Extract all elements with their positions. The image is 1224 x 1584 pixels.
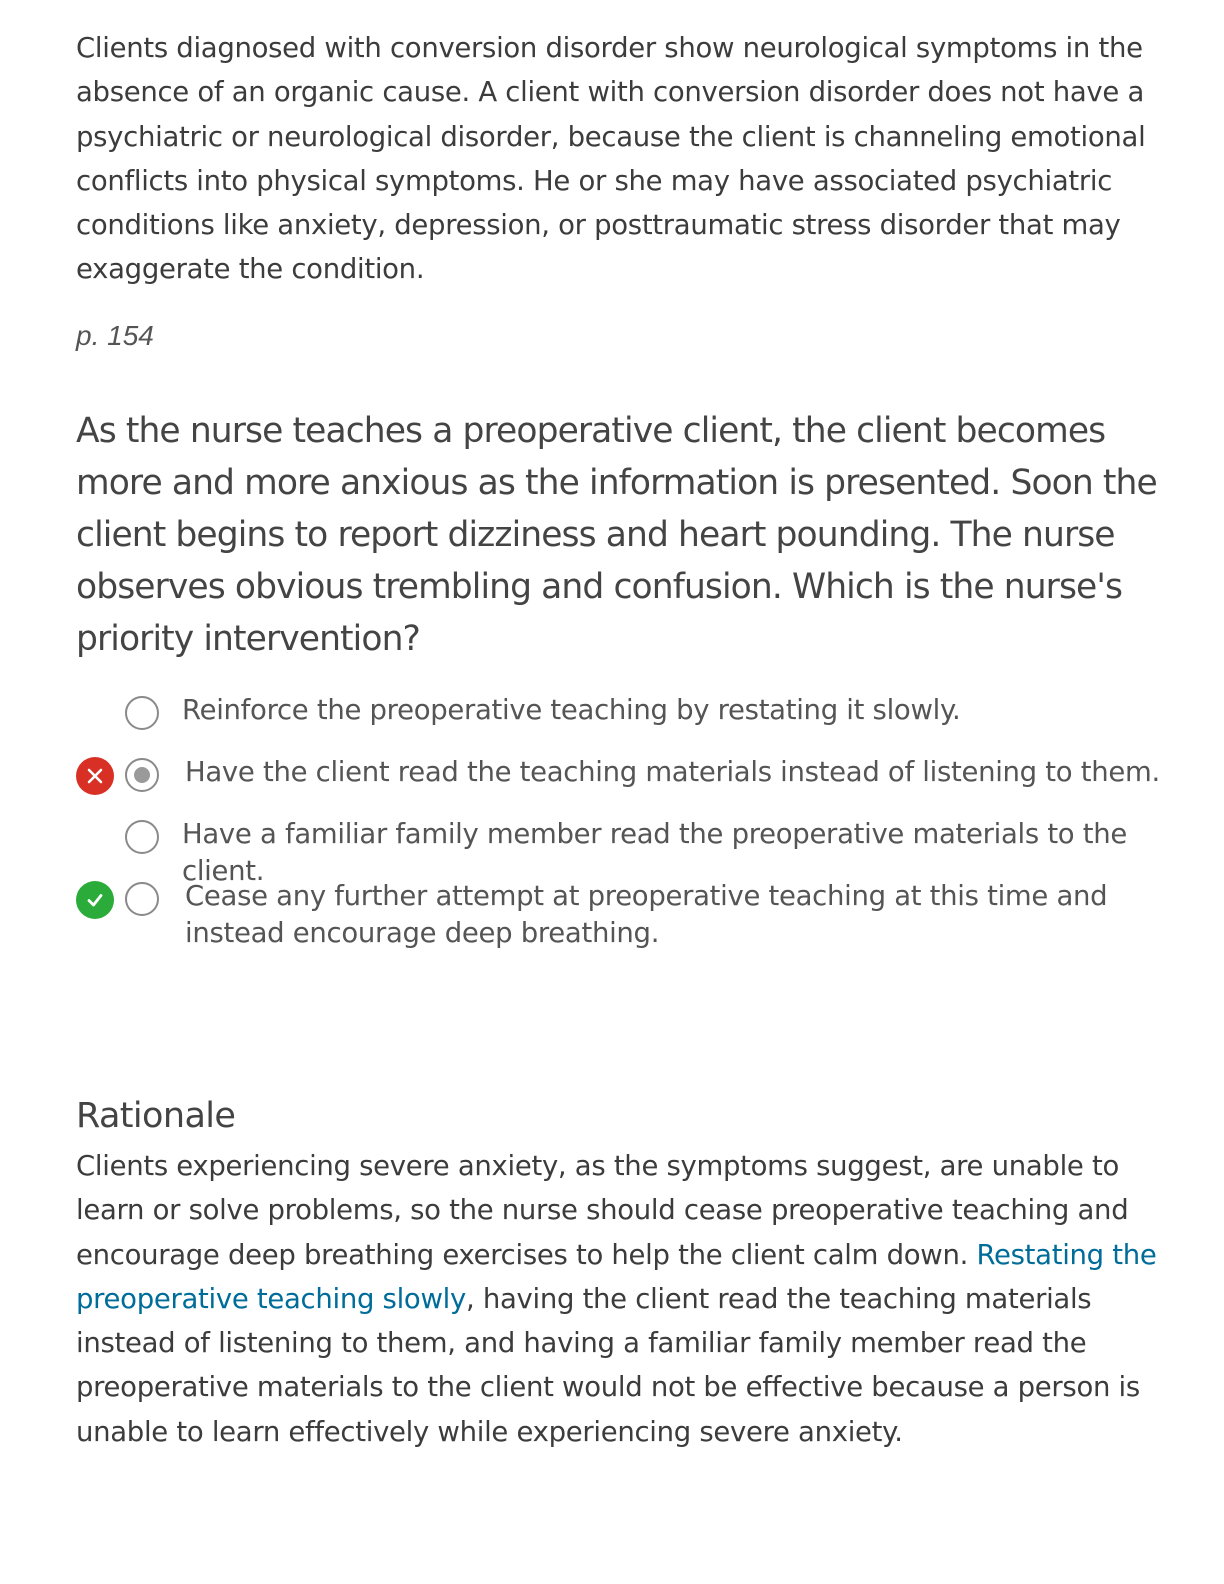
radio-button[interactable] <box>125 882 159 916</box>
rationale-heading: Rationale <box>76 1096 236 1136</box>
intro-paragraph: Clients diagnosed with conversion disorder show neurological symptoms in the absence of an organic cause. A client with conversion disorder does not have a psychiatric or neurological disorder, because the client is channeling emotional conflicts into physical symptoms. He or she may have associated psychiatric conditions like anxiety, depression, or posttraumatic stress disorder that may exaggerate the condition. <box>76 32 1146 286</box>
x-icon <box>85 766 105 786</box>
option-label: Have the client read the teaching materials instead of listening to them. <box>185 756 1160 788</box>
correct-status-icon <box>76 881 114 919</box>
option-label: Cease any further attempt at preoperative teaching at this time and instead encourage deep breathing. <box>185 880 1108 949</box>
check-icon <box>84 889 106 911</box>
rationale-text-after-link: , having the client read the teaching materials instead of listening to them, and having a familiar family member read the preoperative materials to the client would not be effective because a person is unable to learn effectively while experiencing severe anxiety. <box>76 1282 1140 1448</box>
radio-button[interactable] <box>125 696 159 730</box>
page-reference: p. 154 <box>76 320 154 351</box>
incorrect-status-icon <box>76 757 114 795</box>
radio-button[interactable] <box>125 820 159 854</box>
question-text: As the nurse teaches a preoperative client, the client becomes more and more anxious as the information is presented. Soon the client begins to report dizziness and heart pounding. The nurse observes obvious trembling and confusion. Which is the nurse's priority intervention? <box>76 411 1157 659</box>
option-label: Reinforce the preoperative teaching by restating it slowly. <box>182 694 961 726</box>
rationale-link[interactable]: Restating the preoperative teaching slowly <box>76 1238 1157 1315</box>
radio-button-selected[interactable] <box>125 758 159 792</box>
option-label: Have a familiar family member read the preoperative materials to the client. <box>182 818 1128 887</box>
rationale-paragraph <box>76 1144 1176 1454</box>
rationale-text-before-link: Clients experiencing severe anxiety, as the symptoms suggest, are unable to learn or solve problems, so the nurse should cease preoperative teaching and encourage deep breathing exercises to help the client calm down. <box>76 1150 1129 1271</box>
